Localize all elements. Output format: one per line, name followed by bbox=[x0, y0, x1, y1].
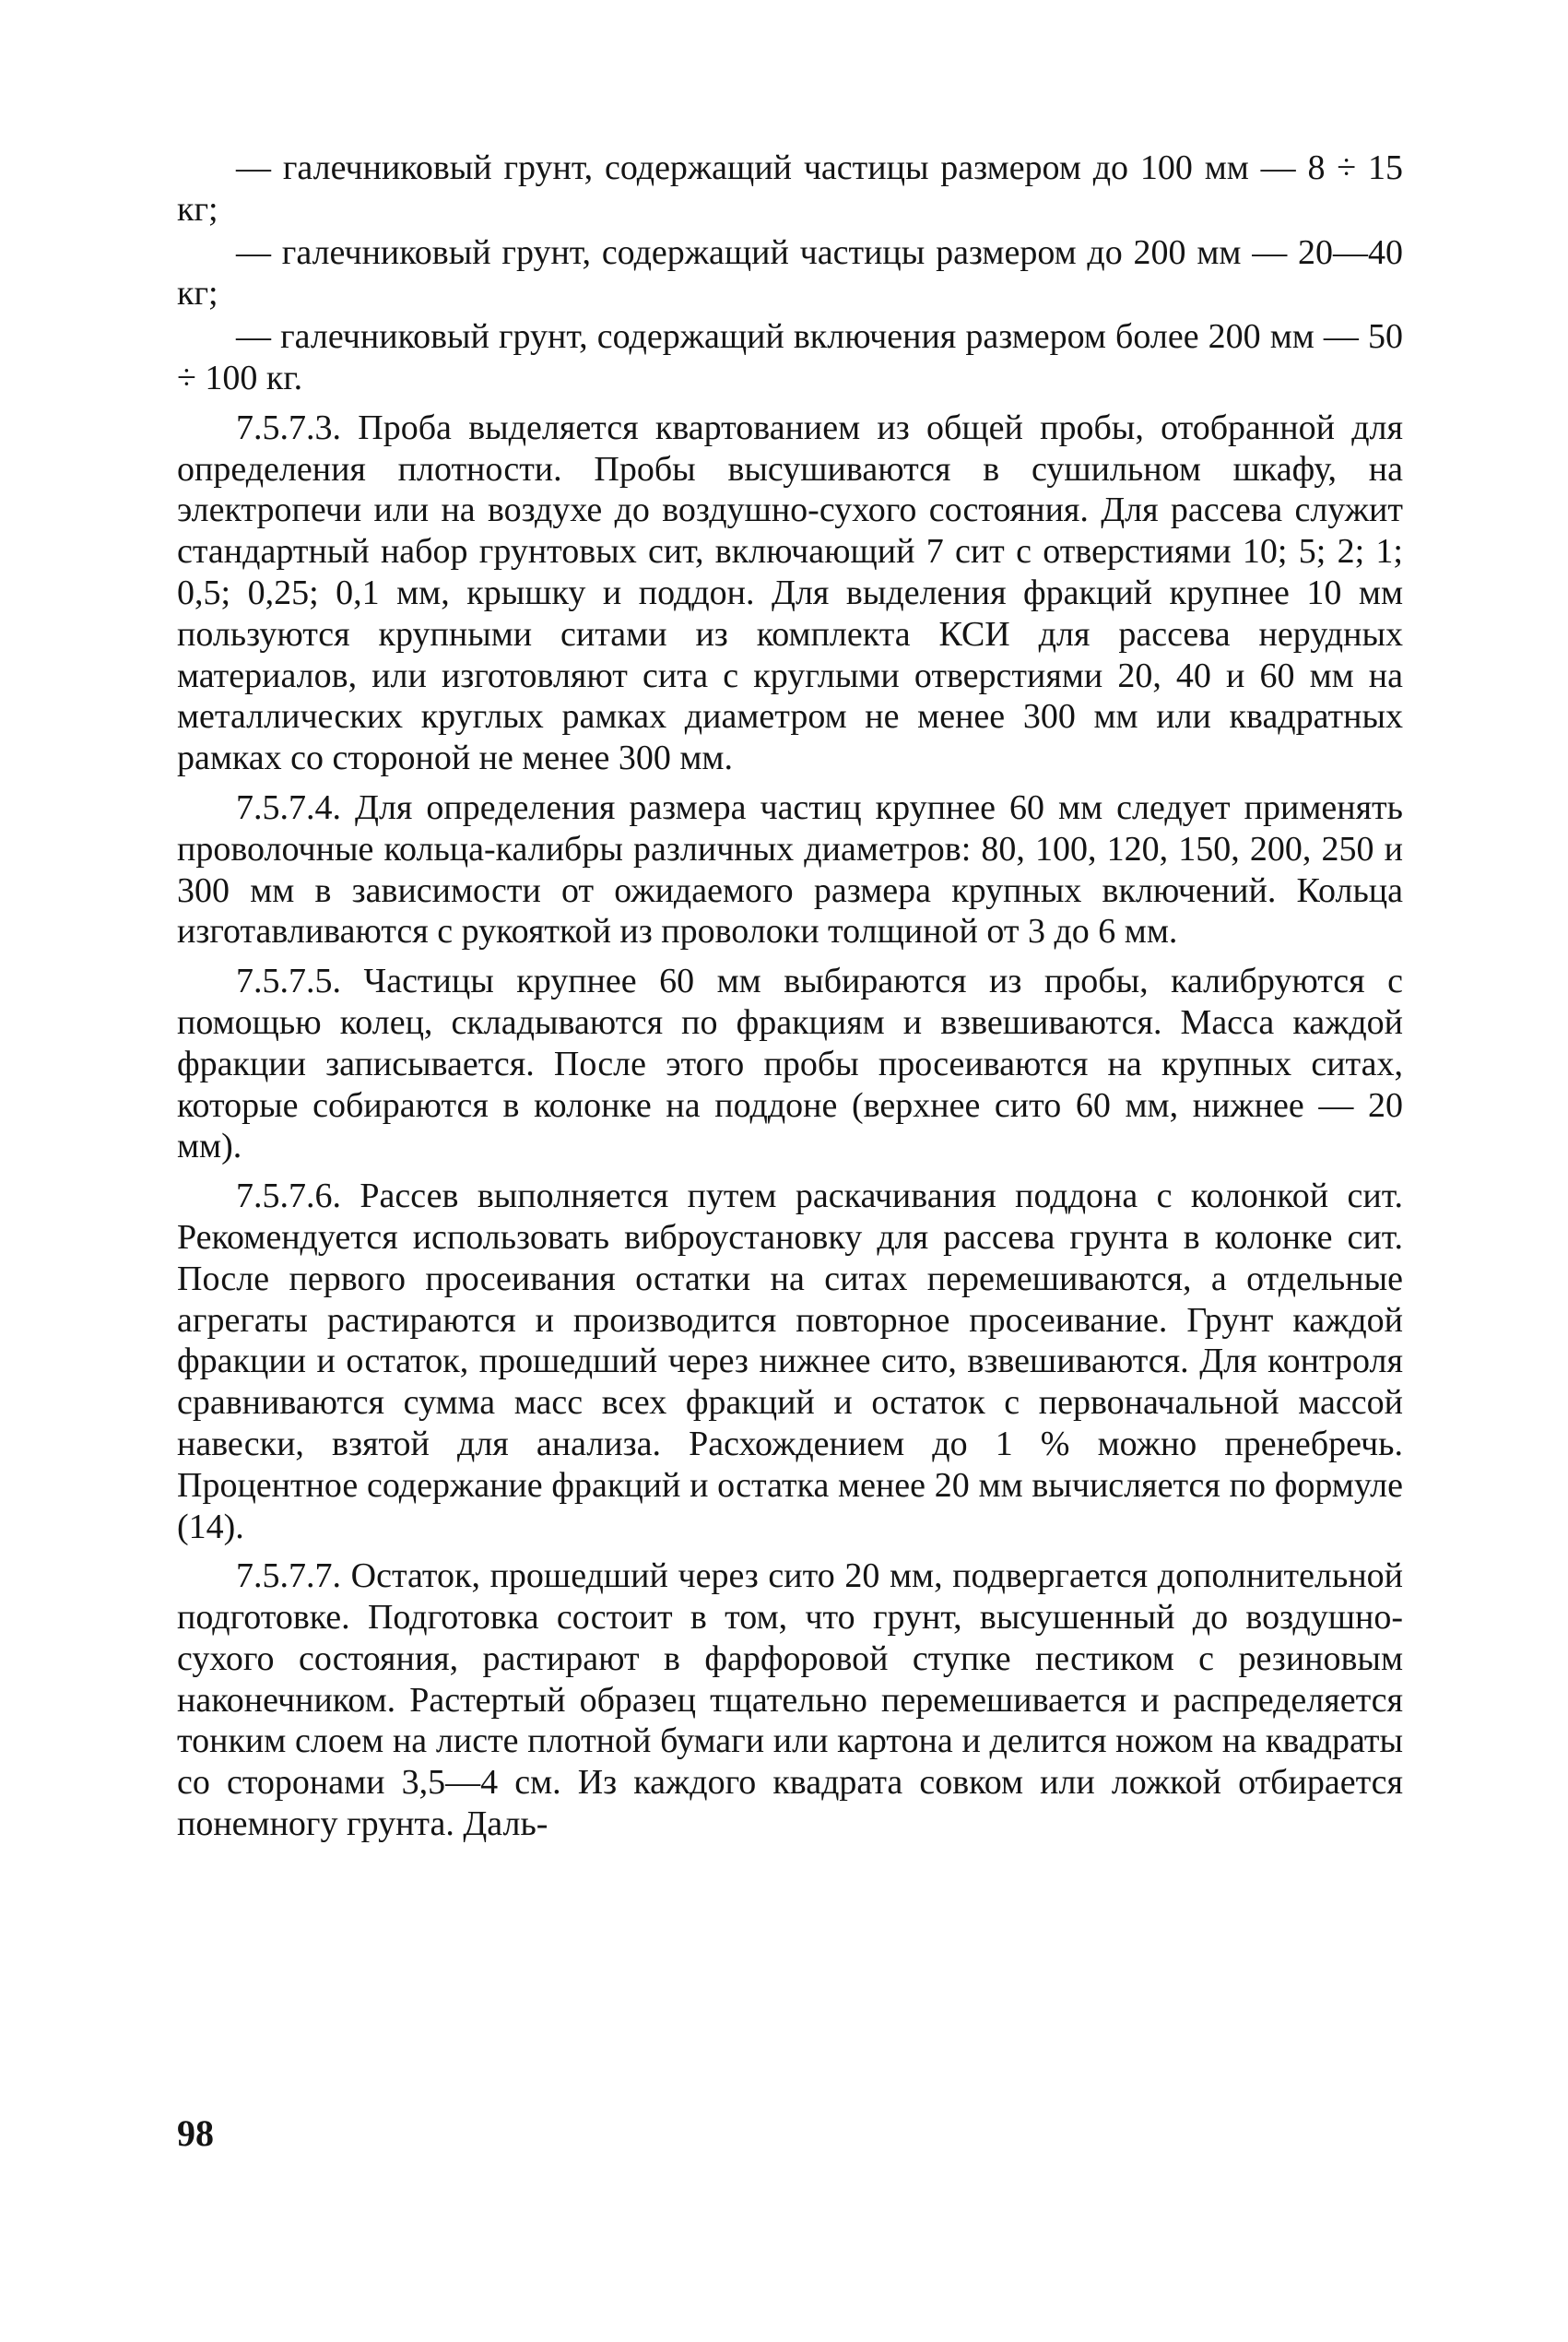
list-item-pebble-100mm: — галечниковый грунт, содержащий частицы размером до 100 мм — 8 ÷ 15 кг; bbox=[177, 148, 1403, 229]
page-body bbox=[177, 148, 1403, 1853]
paragraph-7-5-7-3: 7.5.7.3. Проба выделяется квартованием из общей пробы, отобранной для определения плотности. Пробы высушиваются в сушильном шкафу, на электропечи или на воздухе до воздушно-сухого состояния. Для рассева служит стандартный набор грунтовых сит, включающий 7 сит с отверстиями 10; 5; 2; 1; 0,5; 0,25; 0,1 мм, крышку и поддон. Для выделения фракций крупнее 10 мм пользуются крупными ситами из комплекта КСИ для рассева нерудных материалов, или изготовляют сита с круглыми отверстиями 20, 40 и 60 мм на металлических круглых рамках диаметром не менее 300 мм или квадратных рамках со стороной не менее 300 мм. bbox=[177, 408, 1403, 778]
paragraph-7-5-7-4: 7.5.7.4. Для определения размера частиц крупнее 60 мм следует применять проволочные кольца-калибры различных диаметров: 80, 100, 120, 150, 200, 250 и 300 мм в зависимости от ожидаемого размера крупных включений. Кольца изготавливаются с рукояткой из проволоки толщиной от 3 до 6 мм. bbox=[177, 787, 1403, 952]
list-item-pebble-200mm: — галечниковый грунт, содержащий частицы размером до 200 мм — 20—40 кг; bbox=[177, 232, 1403, 313]
paragraph-7-5-7-7: 7.5.7.7. Остаток, прошедший через сито 20 мм, подвергается дополнительной подготовке. Подготовка состоит в том, что грунт, высушенный до воздушно-сухого состояния, растирают в фарфоровой ступке пестиком с резиновым наконечником. Растертый образец тщательно перемешивается и распределяется тонким слоем на листе плотной бумаги или картона и делится ножом на квадраты со сторонами 3,5—4 см. Из каждого квадрата совком или ложкой отбирается понемногу грунта. Даль- bbox=[177, 1556, 1403, 1844]
list-item-pebble-over-200mm: — галечниковый грунт, содержащий включения размером более 200 мм — 50 ÷ 100 кг. bbox=[177, 317, 1403, 397]
page-number: 98 bbox=[177, 2112, 214, 2154]
paragraph-7-5-7-5: 7.5.7.5. Частицы крупнее 60 мм выбираются из пробы, калибруются с помощью колец, складываются по фракциям и взвешиваются. Масса каждой фракции записывается. После этого пробы просеиваются на крупных ситах, которые собираются в колонке на поддоне (верхнее сито 60 мм, нижнее — 20 мм). bbox=[177, 962, 1403, 1166]
paragraph-7-5-7-6: 7.5.7.6. Рассев выполняется путем раскачивания поддона с колонкой сит. Рекомендуется использовать виброустановку для рассева грунта в колонке сит. После первого просеивания остатки на ситах перемешиваются, а отдельные агрегаты растираются и производится повторное просеивание. Грунт каждой фракции и остаток, прошедший через нижнее сито, взвешиваются. Для контроля сравниваются сумма масс всех фракций и остаток с первоначальной массой навески, взятой для анализа. Расхождением до 1 % можно пренебречь. Процентное содержание фракций и остатка менее 20 мм вычисляется по формуле (14). bbox=[177, 1177, 1403, 1546]
